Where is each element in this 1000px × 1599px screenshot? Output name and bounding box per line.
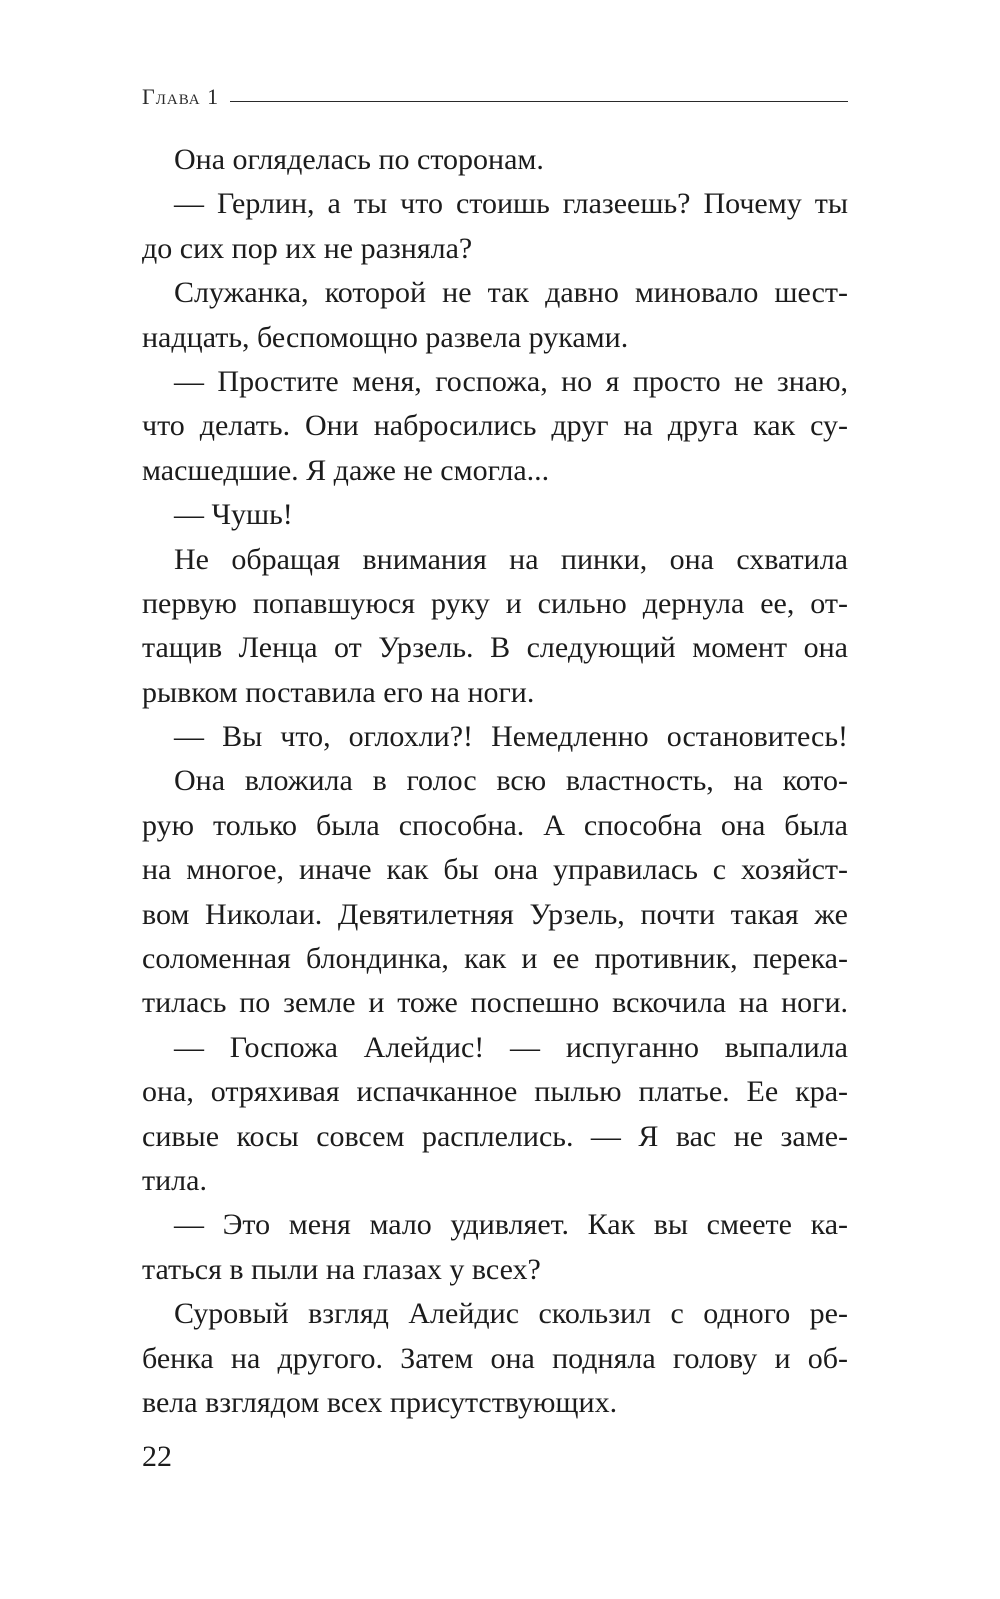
- text-line: на многое, иначе как бы она управилась с хозяйст-: [142, 853, 848, 887]
- text-line: бенка на другого. Затем она подняла голову и об-: [142, 1341, 848, 1375]
- body-text: [142, 138, 848, 1425]
- text-line: — Герлин, а ты что стоишь глазеешь? Почему ты: [174, 187, 848, 221]
- text-line: рую только была способна. А способна она была: [142, 808, 848, 842]
- text-line: — Это меня мало удивляет. Как вы смеете ка-: [174, 1208, 848, 1242]
- text-line: Она вложила в голос всю властность, на кото-: [174, 764, 848, 798]
- text-line: она, отряхивая испачканное пылью платье. Ее кра-: [142, 1075, 848, 1109]
- page-number: 22: [142, 1440, 172, 1473]
- text-line: — Чушь!: [174, 498, 293, 532]
- text-line: надцать, беспомощно развела руками.: [142, 320, 629, 354]
- header-rule: [230, 101, 848, 102]
- chapter-title: Глава 1: [142, 84, 220, 109]
- text-line: рывком поставила его на ноги.: [142, 675, 535, 709]
- text-line: до сих пор их не разняла?: [142, 231, 473, 265]
- text-line: сивые косы совсем расплелись. — Я вас не заме-: [142, 1119, 848, 1153]
- text-line: тила.: [142, 1163, 207, 1197]
- text-line: что делать. Они набросились друг на друга как су-: [142, 409, 848, 443]
- text-line: вом Николаи. Девятилетняя Урзель, почти такая же: [142, 897, 848, 931]
- text-line: — Вы что, оглохли?! Немедленно остановитесь!: [174, 720, 848, 754]
- text-line: Служанка, которой не так давно миновало шест-: [174, 276, 848, 310]
- text-line: вела взглядом всех присутствующих.: [142, 1385, 618, 1419]
- text-line: Суровый взгляд Алейдис скользил с одного ре-: [174, 1297, 848, 1331]
- running-head: [142, 80, 848, 110]
- text-line: таться в пыли на глазах у всех?: [142, 1252, 541, 1286]
- text-line: — Простите меня, госпожа, но я просто не знаю,: [174, 364, 848, 398]
- text-line: первую попавшуюся руку и сильно дернула ее, от-: [142, 586, 848, 620]
- text-line: масшедшие. Я даже не смогла...: [142, 453, 550, 487]
- text-line: тилась по земле и тоже поспешно вскочила на ноги.: [142, 986, 848, 1020]
- text-line: Не обращая внимания на пинки, она схватила: [174, 542, 848, 576]
- text-line: — Госпожа Алейдис! — испуганно выпалила: [174, 1030, 848, 1064]
- text-line: соломенная блондинка, как и ее противник, перека-: [142, 942, 848, 976]
- text-line: Она огляделась по сторонам.: [174, 143, 544, 176]
- text-line: тащив Ленца от Урзель. В следующий момент она: [142, 631, 848, 665]
